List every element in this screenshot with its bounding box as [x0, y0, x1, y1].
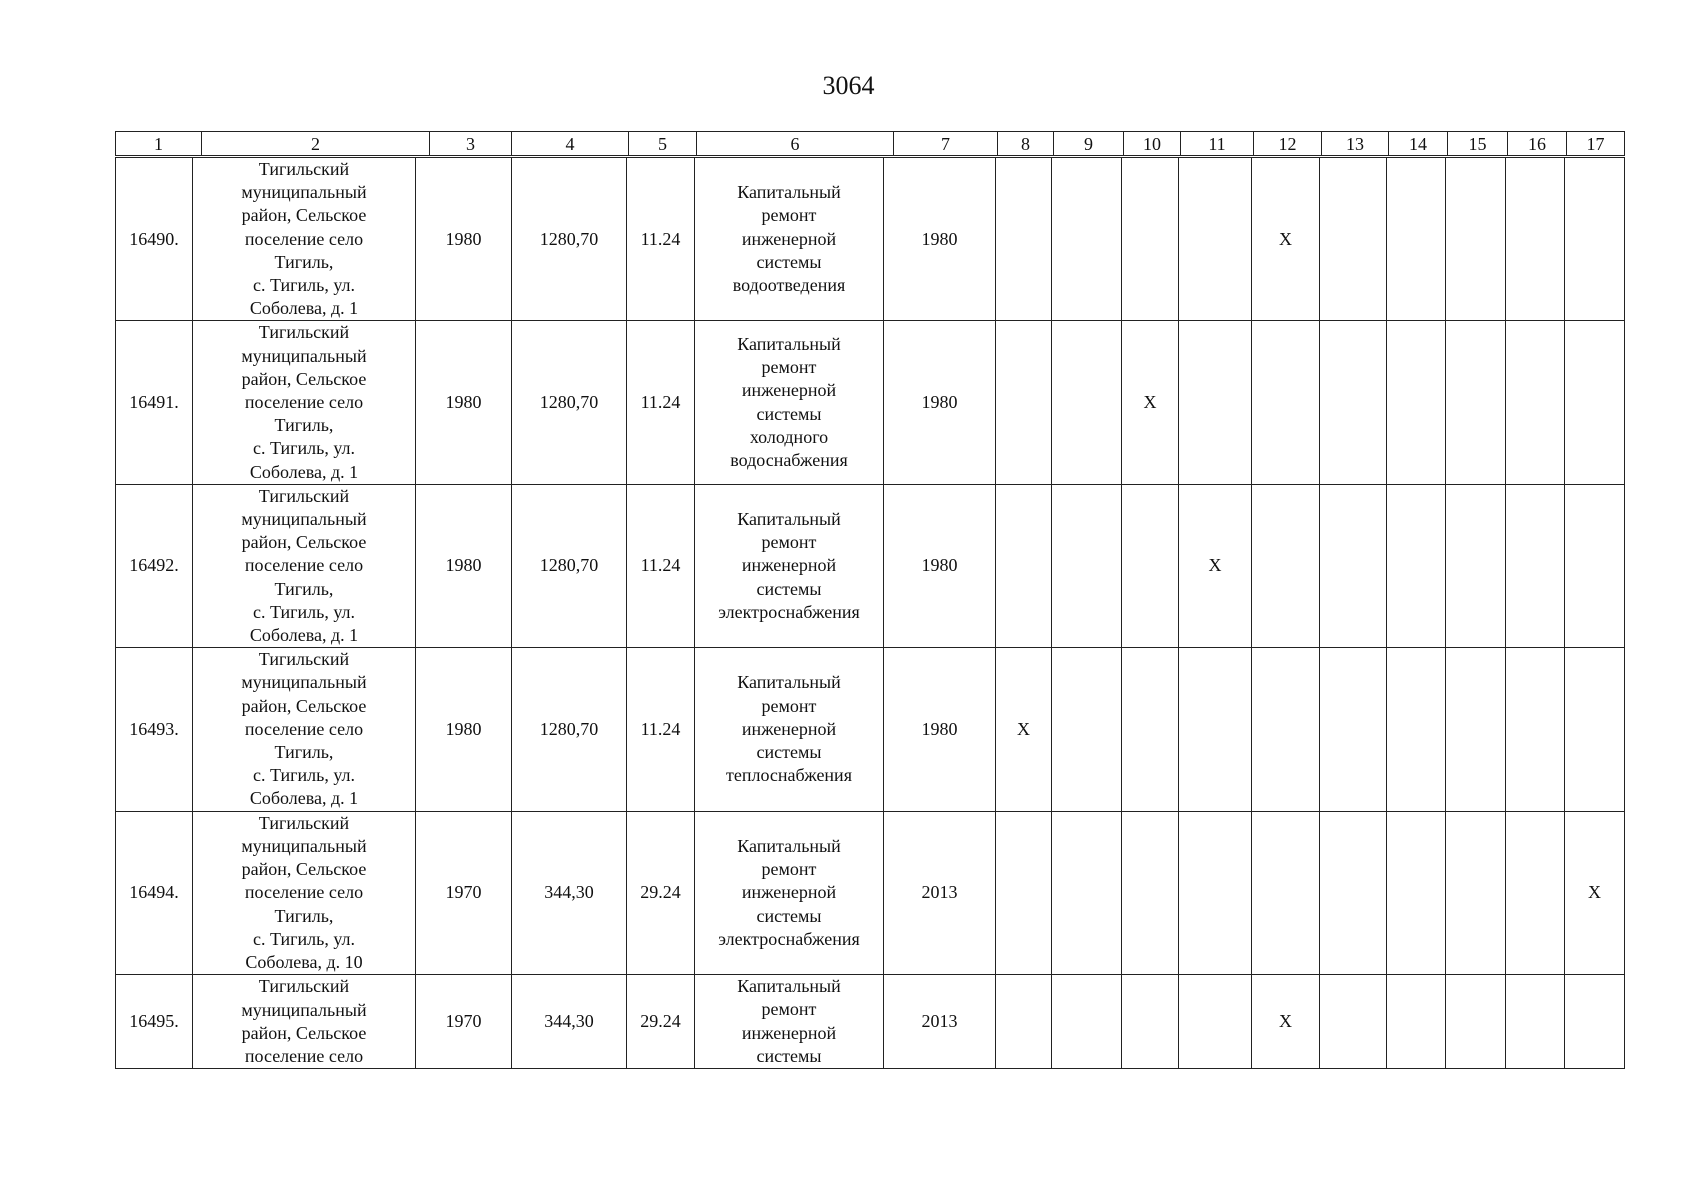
mark-cell-col-8 — [996, 484, 1052, 647]
row-number-cell: 16490. — [116, 158, 193, 321]
mark-cell-col-15 — [1446, 158, 1506, 321]
work-type-line: ремонт — [761, 205, 817, 226]
address-line: с. Тигиль, ул. — [252, 275, 356, 296]
address-line: район, Сельское — [241, 368, 367, 389]
year-cell: 1980 — [884, 321, 996, 484]
mark-cell-col-11 — [1179, 321, 1252, 484]
mark-cell-col-12 — [1252, 321, 1320, 484]
mark-cell-col-10 — [1122, 484, 1179, 647]
mark-cell-col-9 — [1052, 158, 1122, 321]
year-built-cell: 1980 — [416, 158, 512, 321]
work-type-cell — [695, 975, 884, 1069]
mark-cell-col-8 — [996, 321, 1052, 484]
address-line: Соболева, д. 1 — [249, 788, 359, 809]
address-cell — [193, 648, 416, 811]
work-type-line: Капитальный — [737, 835, 841, 856]
work-type-line: водоснабжения — [730, 450, 848, 471]
mark-cell-col-15 — [1446, 648, 1506, 811]
code-cell: 29.24 — [627, 811, 695, 974]
mark-cell-col-11: X — [1179, 484, 1252, 647]
work-type-line: инженерной — [741, 555, 837, 576]
mark-cell-col-13 — [1320, 648, 1387, 811]
table-row — [116, 975, 1625, 1069]
column-number-12: 12 — [1254, 132, 1322, 156]
work-type-line: ремонт — [761, 695, 817, 716]
work-type-line: водоотведения — [732, 275, 846, 296]
column-number-6: 6 — [697, 132, 894, 156]
year-cell: 2013 — [884, 811, 996, 974]
work-type-line: инженерной — [741, 718, 837, 739]
address-line: Соболева, д. 1 — [249, 298, 359, 319]
code-cell: 11.24 — [627, 648, 695, 811]
mark-cell-col-17 — [1565, 484, 1625, 647]
work-type-line: системы — [756, 251, 822, 272]
area-cell: 1280,70 — [512, 158, 627, 321]
mark-cell-col-12: X — [1252, 158, 1320, 321]
address-line: Тигильский — [258, 976, 350, 997]
address-line: Тигиль, — [274, 905, 334, 926]
work-type-line: инженерной — [741, 1022, 837, 1043]
table-body — [116, 158, 1625, 1069]
column-number-10: 10 — [1124, 132, 1181, 156]
row-number-cell: 16492. — [116, 484, 193, 647]
mark-cell-col-14 — [1387, 321, 1446, 484]
code-cell: 11.24 — [627, 321, 695, 484]
work-type-line: теплоснабжения — [726, 765, 852, 786]
column-number-3: 3 — [430, 132, 512, 156]
work-type-cell — [695, 484, 884, 647]
address-line: Тигильский — [258, 649, 350, 670]
mark-cell-col-11 — [1179, 811, 1252, 974]
column-number-header — [115, 131, 1625, 156]
column-number-5: 5 — [629, 132, 697, 156]
work-type-line: ремонт — [761, 858, 817, 879]
address-line: с. Тигиль, ул. — [252, 601, 356, 622]
mark-cell-col-10 — [1122, 158, 1179, 321]
column-number-7: 7 — [894, 132, 998, 156]
address-line: Тигиль, — [274, 578, 334, 599]
address-line: Соболева, д. 10 — [245, 951, 363, 972]
work-type-line: ремонт — [761, 532, 817, 553]
mark-cell-col-16 — [1506, 158, 1565, 321]
year-built-cell: 1980 — [416, 648, 512, 811]
row-number-cell: 16491. — [116, 321, 193, 484]
address-line: район, Сельское — [241, 1022, 367, 1043]
mark-cell-col-12 — [1252, 484, 1320, 647]
mark-cell-col-8 — [996, 811, 1052, 974]
year-built-cell: 1970 — [416, 975, 512, 1069]
address-cell — [193, 975, 416, 1069]
year-cell: 1980 — [884, 484, 996, 647]
mark-cell-col-16 — [1506, 811, 1565, 974]
mark-cell-col-15 — [1446, 975, 1506, 1069]
work-type-line: холодного — [749, 426, 829, 447]
address-line: с. Тигиль, ул. — [252, 438, 356, 459]
mark-cell-col-13 — [1320, 975, 1387, 1069]
address-cell — [193, 484, 416, 647]
code-cell: 11.24 — [627, 158, 695, 321]
mark-cell-col-10 — [1122, 975, 1179, 1069]
mark-cell-col-16 — [1506, 484, 1565, 647]
work-type-line: Капитальный — [737, 333, 841, 354]
address-line: Соболева, д. 1 — [249, 461, 359, 482]
address-line: Тигиль, — [274, 742, 334, 763]
mark-cell-col-14 — [1387, 975, 1446, 1069]
work-type-cell — [695, 648, 884, 811]
address-line: поселение село — [244, 555, 364, 576]
mark-cell-col-8: X — [996, 648, 1052, 811]
work-type-cell — [695, 811, 884, 974]
work-type-line: системы — [756, 403, 822, 424]
mark-cell-col-8 — [996, 158, 1052, 321]
mark-cell-col-12: X — [1252, 975, 1320, 1069]
table-row — [116, 321, 1625, 484]
mark-cell-col-14 — [1387, 158, 1446, 321]
column-number-16: 16 — [1508, 132, 1567, 156]
column-number-1: 1 — [116, 132, 202, 156]
mark-cell-col-10 — [1122, 648, 1179, 811]
column-number-15: 15 — [1448, 132, 1508, 156]
row-number-cell: 16493. — [116, 648, 193, 811]
year-cell: 1980 — [884, 648, 996, 811]
address-cell — [193, 811, 416, 974]
code-cell: 29.24 — [627, 975, 695, 1069]
address-line: с. Тигиль, ул. — [252, 765, 356, 786]
address-line: Тигиль, — [274, 415, 334, 436]
work-type-line: Капитальный — [737, 672, 841, 693]
mark-cell-col-17 — [1565, 158, 1625, 321]
column-number-row — [116, 132, 1625, 156]
mark-cell-col-14 — [1387, 648, 1446, 811]
mark-cell-col-14 — [1387, 811, 1446, 974]
table-row — [116, 811, 1625, 974]
work-type-line: Капитальный — [737, 976, 841, 997]
year-built-cell: 1980 — [416, 321, 512, 484]
address-line: Тигильский — [258, 159, 350, 179]
work-type-line: системы — [756, 905, 822, 926]
address-line: поселение село — [244, 228, 364, 249]
column-number-8: 8 — [998, 132, 1054, 156]
work-type-line: инженерной — [741, 380, 837, 401]
mark-cell-col-16 — [1506, 975, 1565, 1069]
mark-cell-col-16 — [1506, 321, 1565, 484]
work-type-line: Капитальный — [737, 181, 841, 202]
address-line: поселение село — [244, 882, 364, 903]
mark-cell-col-12 — [1252, 648, 1320, 811]
mark-cell-col-15 — [1446, 484, 1506, 647]
column-number-14: 14 — [1389, 132, 1448, 156]
area-cell: 344,30 — [512, 811, 627, 974]
mark-cell-col-11 — [1179, 975, 1252, 1069]
address-line: муниципальный — [241, 182, 367, 203]
address-cell — [193, 321, 416, 484]
table-row — [116, 648, 1625, 811]
table-row — [116, 158, 1625, 321]
page-number: 3064 — [822, 71, 875, 100]
mark-cell-col-13 — [1320, 484, 1387, 647]
work-type-line: системы — [756, 1046, 822, 1066]
mark-cell-col-16 — [1506, 648, 1565, 811]
mark-cell-col-10 — [1122, 811, 1179, 974]
column-number-9: 9 — [1054, 132, 1124, 156]
mark-cell-col-11 — [1179, 158, 1252, 321]
address-line: поселение село — [244, 718, 364, 739]
mark-cell-col-9 — [1052, 811, 1122, 974]
address-line: с. Тигиль, ул. — [252, 928, 356, 949]
work-type-line: ремонт — [761, 999, 817, 1020]
address-line: муниципальный — [241, 509, 367, 530]
mark-cell-col-14 — [1387, 484, 1446, 647]
mark-cell-col-12 — [1252, 811, 1320, 974]
row-number-cell: 16494. — [116, 811, 193, 974]
address-line: Тигильский — [258, 322, 350, 343]
mark-cell-col-9 — [1052, 975, 1122, 1069]
mark-cell-col-9 — [1052, 484, 1122, 647]
mark-cell-col-17 — [1565, 648, 1625, 811]
mark-cell-col-8 — [996, 975, 1052, 1069]
mark-cell-col-10: X — [1122, 321, 1179, 484]
work-type-cell — [695, 321, 884, 484]
row-number-cell: 16495. — [116, 975, 193, 1069]
area-cell: 1280,70 — [512, 321, 627, 484]
column-number-17: 17 — [1567, 132, 1625, 156]
address-line: район, Сельское — [241, 532, 367, 553]
column-number-2: 2 — [202, 132, 430, 156]
column-number-13: 13 — [1322, 132, 1389, 156]
address-line: муниципальный — [241, 835, 367, 856]
mark-cell-col-15 — [1446, 811, 1506, 974]
address-line: Тигиль, — [274, 251, 334, 272]
column-number-11: 11 — [1181, 132, 1254, 156]
address-line: Тигильский — [258, 485, 350, 506]
address-line: район, Сельское — [241, 695, 367, 716]
area-cell: 344,30 — [512, 975, 627, 1069]
address-line: район, Сельское — [241, 205, 367, 226]
mark-cell-col-13 — [1320, 158, 1387, 321]
work-type-line: электроснабжения — [718, 602, 860, 622]
mark-cell-col-11 — [1179, 648, 1252, 811]
area-cell: 1280,70 — [512, 648, 627, 811]
mark-cell-col-13 — [1320, 811, 1387, 974]
data-table — [115, 157, 1625, 1069]
column-number-4: 4 — [512, 132, 629, 156]
address-line: муниципальный — [241, 672, 367, 693]
work-type-line: ремонт — [761, 357, 817, 378]
year-cell: 1980 — [884, 158, 996, 321]
year-built-cell: 1970 — [416, 811, 512, 974]
mark-cell-col-17: X — [1565, 811, 1625, 974]
address-cell — [193, 158, 416, 321]
address-line: Тигильский — [258, 812, 350, 833]
year-built-cell: 1980 — [416, 484, 512, 647]
year-cell: 2013 — [884, 975, 996, 1069]
mark-cell-col-9 — [1052, 648, 1122, 811]
work-type-line: системы — [756, 742, 822, 763]
work-type-line: системы — [756, 578, 822, 599]
mark-cell-col-9 — [1052, 321, 1122, 484]
mark-cell-col-17 — [1565, 975, 1625, 1069]
address-line: поселение село — [244, 392, 364, 413]
mark-cell-col-17 — [1565, 321, 1625, 484]
work-type-line: инженерной — [741, 882, 837, 903]
area-cell: 1280,70 — [512, 484, 627, 647]
address-line: муниципальный — [241, 345, 367, 366]
mark-cell-col-15 — [1446, 321, 1506, 484]
address-line: муниципальный — [241, 999, 367, 1020]
work-type-line: электроснабжения — [718, 928, 860, 949]
address-line: поселение село — [244, 1045, 364, 1066]
work-type-cell — [695, 158, 884, 321]
work-type-line: Капитальный — [737, 508, 841, 529]
address-line: район, Сельское — [241, 859, 367, 880]
work-type-line: инженерной — [741, 228, 837, 249]
code-cell: 11.24 — [627, 484, 695, 647]
address-line: Соболева, д. 1 — [249, 625, 359, 646]
mark-cell-col-13 — [1320, 321, 1387, 484]
table-row — [116, 484, 1625, 647]
